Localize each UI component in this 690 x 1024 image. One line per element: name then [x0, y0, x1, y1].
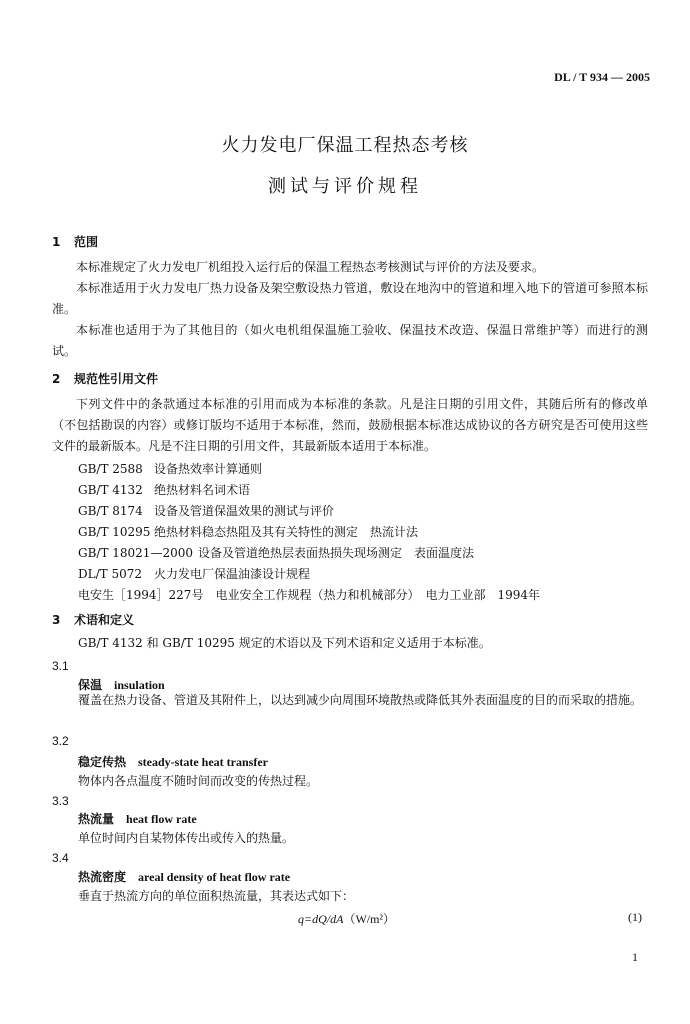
- term-name: [78, 868, 290, 885]
- section-3-heading: [52, 611, 134, 628]
- section-title: 范围: [74, 235, 99, 249]
- reference-code: GB/T 8174: [78, 504, 143, 518]
- term-number: 3.1: [52, 659, 69, 673]
- reference-title: 设备及管道保温效果的测试与评价: [154, 504, 335, 518]
- term-definition: 物体内各点温度不随时间而改变的传热过程。: [78, 774, 319, 788]
- section-title: 规范性引用文件: [74, 372, 159, 386]
- formula: [298, 910, 395, 927]
- reference-item-last: 电安生［1994］227号 电业安全工作规程（热力和机械部分） 电力工业部 1994年: [78, 588, 540, 602]
- reference-item: [78, 502, 334, 519]
- document-title-line1: 火力发电厂保温工程热态考核: [221, 135, 469, 156]
- section-title: 术语和定义: [74, 613, 135, 627]
- page-number: 1: [632, 950, 638, 964]
- section-1-paragraph-1: 本标准规定了火力发电厂机组投入运行后的保温工程热态考核测试与评价的方法及要求。: [76, 260, 545, 274]
- term-definition: 单位时间内自某物体传出或传入的热量。: [78, 831, 295, 845]
- section-1-paragraph-2: 本标准适用于火力发电厂热力设备及架空敷设热力管道，敷设在地沟中的管道和埋入地下的管道可参照本标准。: [52, 281, 648, 316]
- reference-code: GB/T 2588: [78, 462, 143, 476]
- reference-code: GB/T 10295: [78, 525, 151, 539]
- formula-unit: （W/m²）: [343, 912, 396, 926]
- standard-code: DL / T 934 — 2005: [554, 70, 650, 84]
- term-number: 3.3: [52, 794, 69, 808]
- reference-title: 设备及管道绝热层表面热损失现场测定 表面温度法: [198, 546, 475, 560]
- section-number: 3: [52, 613, 61, 627]
- formula-expression: q=dQ/dA: [298, 912, 344, 926]
- section-1-paragraph-3: 本标准也适用于为了其他目的（如火电机组保温施工验收、保温技术改造、保温日常维护等）而进行的测试。: [52, 323, 648, 358]
- section-2-heading: [52, 370, 158, 387]
- reference-code: GB/T 18021—2000: [78, 546, 193, 560]
- term-definition: 覆盖在热力设备、管道及其附件上，以达到减少向周围环境散热或降低其外表面温度的目的而采取的措施。: [78, 693, 643, 707]
- term-en: areal density of heat flow rate: [138, 870, 291, 884]
- term-name: [78, 810, 197, 827]
- term-number: 3.2: [52, 734, 69, 748]
- reference-item: [78, 565, 310, 582]
- reference-code: GB/T 4132: [78, 483, 143, 497]
- reference-title: 绝热材料名词术语: [154, 483, 251, 497]
- section-number: 2: [52, 372, 61, 386]
- term-name: [78, 753, 268, 770]
- reference-title: 绝热材料稳态热阻及其有关特性的测定 热流计法: [154, 525, 419, 539]
- term-en: heat flow rate: [126, 812, 197, 826]
- reference-item: [78, 460, 262, 477]
- reference-item: [78, 544, 474, 561]
- section-3-intro: GB/T 4132 和 GB/T 10295 规定的术语以及下列术语和定义适用于本标准。: [78, 636, 491, 650]
- reference-title: 火力发电厂保温油漆设计规程: [154, 567, 311, 581]
- term-zh: 保温: [78, 678, 103, 692]
- formula-number: (1): [628, 910, 642, 924]
- reference-item: [78, 523, 418, 540]
- term-number: 3.4: [52, 851, 69, 865]
- reference-code: DL/T 5072: [78, 567, 142, 581]
- term-zh: 热流密度: [78, 870, 127, 884]
- document-title-line2: 测试与评价规程: [268, 176, 422, 197]
- term-en: steady-state heat transfer: [138, 755, 268, 769]
- term-zh: 热流量: [78, 812, 115, 826]
- section-number: 1: [52, 235, 61, 249]
- term-definition: 垂直于热流方向的单位面积热流量，其表达式如下：: [78, 889, 355, 903]
- reference-title: 设备热效率计算通则: [154, 462, 263, 476]
- reference-item: [78, 481, 250, 498]
- section-2-paragraph-1: 下列文件中的条款通过本标准的引用而成为本标准的条款。凡是注日期的引用文件，其随后所有的修改单（不包括勘误的内容）或修订版均不适用于本标准，然而，鼓励根据本标准达成协议的各方研究是否可使用这些文件的最新版本。凡是不注日期的引用文件，其最新版本适用于本标准。: [52, 397, 648, 453]
- term-en: insulation: [114, 678, 165, 692]
- term-zh: 稳定传热: [78, 755, 127, 769]
- section-1-heading: [52, 233, 98, 250]
